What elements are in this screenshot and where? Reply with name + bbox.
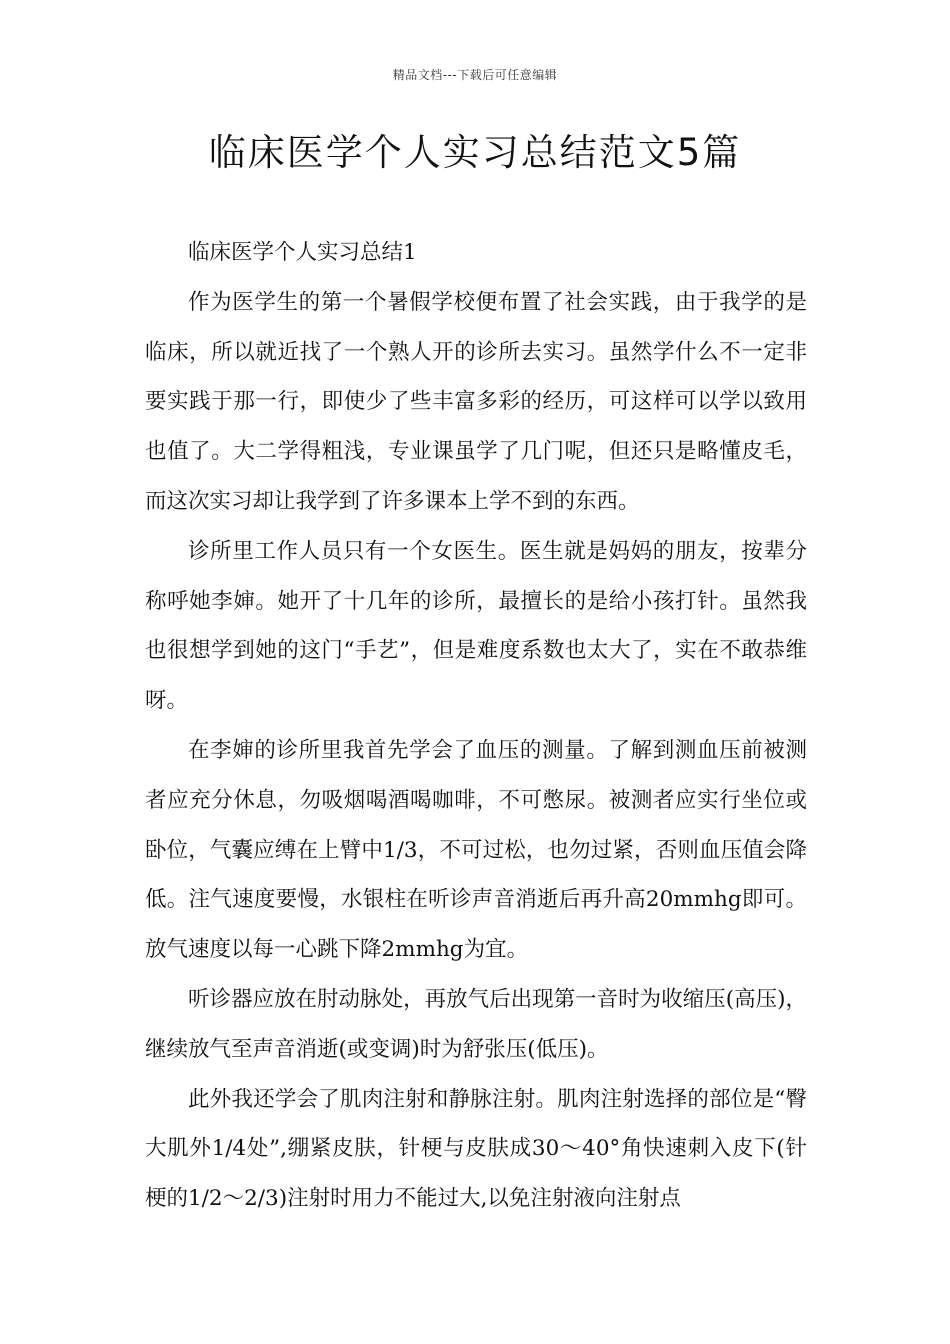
paragraph-2: 诊所里工作人员只有一个女医生。医生就是妈妈的朋友，按辈分称呼她李婶。她开了十几年的诊所，最擅长的是给小孩打针。虽然我也很想学到她的这门“手艺”，但是难度系数也太大了，实在不敢恭维呀。: [145, 538, 807, 714]
paragraph-1: 作为医学生的第一个暑假学校便布置了社会实践，由于我学的是临床，所以就近找了一个熟人开的诊所去实习。虽然学什么不一定非要实践于那一行，即使少了些丰富多彩的经历，可这样可以学以致用也值了。大二学得粗浅，专业课虽学了几门呢，但还只是略懂皮毛，而这次实习却让我学到了许多课本上学不到的东西。: [145, 289, 807, 514]
document-body: [145, 228, 807, 1224]
section-heading: 临床医学个人实习总结1: [188, 240, 417, 265]
paragraph-5: 此外我还学会了肌肉注射和静脉注射。肌肉注射选择的部位是“臀大肌外1/4处”,绷紧皮肤，针梗与皮肤成30～40°角快速刺入皮下(针梗的1/2～2/3)注射时用力不能过大,以免注射液向注射点: [145, 1086, 807, 1212]
page-header: 精品文档---下载后可任意编辑: [392, 68, 558, 82]
paragraph-3: 在李婶的诊所里我首先学会了血压的测量。了解到测血压前被测者应充分休息，勿吸烟喝酒喝咖啡，不可憋尿。被测者应实行坐位或卧位，气囊应缚在上臂中1/3，不可过松，也勿过紧，否则血压值会降低。注气速度要慢，水银柱在听诊声音消逝后再升高20mmhg即可。放气速度以每一心跳下降2mmhg为宜。: [145, 737, 807, 963]
document-title: 临床医学个人实习总结范文5篇: [208, 131, 742, 174]
paragraph-4: 听诊器应放在肘动脉处，再放气后出现第一音时为收缩压(高压)，继续放气至声音消逝(或变调)时为舒张压(低压)。: [145, 986, 807, 1062]
